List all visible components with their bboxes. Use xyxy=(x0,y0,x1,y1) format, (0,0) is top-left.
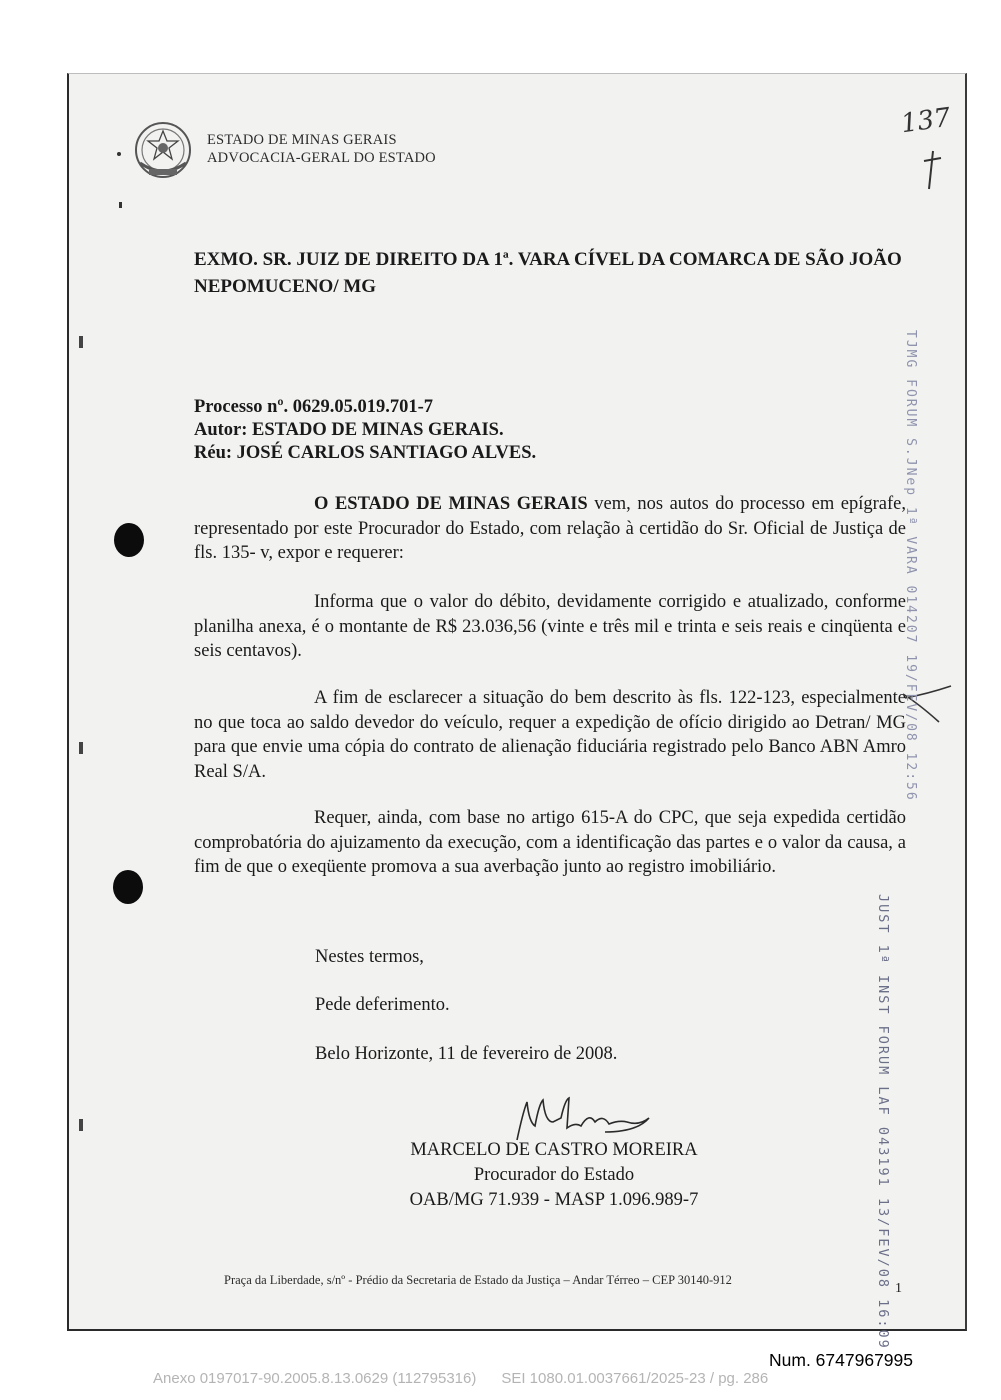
header-state: ESTADO DE MINAS GERAIS xyxy=(207,132,397,148)
document-sheet xyxy=(67,73,967,1350)
addressee-heading: EXMO. SR. JUIZ DE DIREITO DA 1ª. VARA CÍVEL DA COMARCA DE SÃO JOÃO NEPOMUCENO/ MG xyxy=(194,249,902,297)
minas-gerais-coat-of-arms-icon xyxy=(132,117,194,185)
paragraph-intro xyxy=(194,492,906,566)
signer-name: MARCELO DE CASTRO MOREIRA xyxy=(410,1140,698,1160)
footer-page-number: 1 xyxy=(895,1281,902,1296)
header-agency: ADVOCACIA-GERAL DO ESTADO xyxy=(207,150,436,166)
annex-reference: Anexo 0197017-90.2005.8.13.0629 (112795316) SEI 1080.01.0037661/2025-23 / pg. 286 xyxy=(153,1370,769,1387)
punch-hole xyxy=(113,870,143,904)
paragraph-debt-value: Informa que o valor do débito, devidamente corrigido e atualizado, conforme planilha anexa, é o montante de R$ 23.036,56 (vinte e três mil e trinta e seis reais e cinqüenta e seis centavos). xyxy=(194,592,906,661)
case-defendant: Réu: JOSÉ CARLOS SANTIAGO ALVES. xyxy=(194,443,537,463)
place-and-date: Belo Horizonte, 11 de fevereiro de 2008. xyxy=(315,1044,618,1064)
edge-mark xyxy=(79,1119,83,1131)
case-author: Autor: ESTADO DE MINAS GERAIS. xyxy=(194,420,504,440)
document-number: Num. 6747967995 xyxy=(769,1350,913,1370)
signer-registration: OAB/MG 71.939 - MASP 1.096.989-7 xyxy=(409,1190,699,1210)
paragraph-intro-text: vem, nos autos do processo em epígrafe, representado por este Procurador do Estado, com relação à certidão do Sr. Oficial de Justiça de fls. 135- v, expor e requerer: xyxy=(194,494,906,563)
edge-mark xyxy=(79,742,83,754)
scan-speck xyxy=(119,202,122,208)
protocol-stamp-upper: TJMG FORUM S.JNep 1ª VARA 014207 19/FEV/08 12:56 xyxy=(903,330,918,802)
protocol-stamp-lower: JUST 1ª INST FORUM LAF 043191 13/FEV/08 16:09 xyxy=(875,894,891,1350)
scan-speck xyxy=(117,152,121,156)
edge-mark xyxy=(79,336,83,348)
process-number: Processo nº. 0629.05.019.701-7 xyxy=(194,397,434,417)
paragraph-detran-request: A fim de esclarecer a situação do bem descrito às fls. 122-123, especialmente no que toca ao saldo devedor do veículo, requer a expedição de ofício dirigido ao Detran/ MG para que envie uma cópia do contrato de alienação fiduciária registrado pelo Banco ABN Amro Real S/A. xyxy=(194,688,906,782)
footer-address: Praça da Liberdade, s/nº - Prédio da Secretaria de Estado da Justiça – Andar Térreo – CEP 30140-912 xyxy=(224,1273,732,1287)
handwritten-mark-icon xyxy=(921,149,943,196)
paragraph-certificate-request: Requer, ainda, com base no artigo 615-A do CPC, que seja expedida certidão comprobatória do ajuizamento da execução, com a identificação das partes e o valor da causa, a fim de que o exeqüente promova a sua averbação junto ao registro imobiliário. xyxy=(194,808,906,877)
closing-terms: Nestes termos, xyxy=(315,947,424,967)
signer-role: Procurador do Estado xyxy=(473,1165,635,1185)
punch-hole xyxy=(114,523,144,557)
closing-request: Pede deferimento. xyxy=(315,995,450,1015)
paragraph-intro-party: O ESTADO DE MINAS GERAIS xyxy=(314,494,588,514)
handwritten-page-number: 137 xyxy=(899,102,953,140)
